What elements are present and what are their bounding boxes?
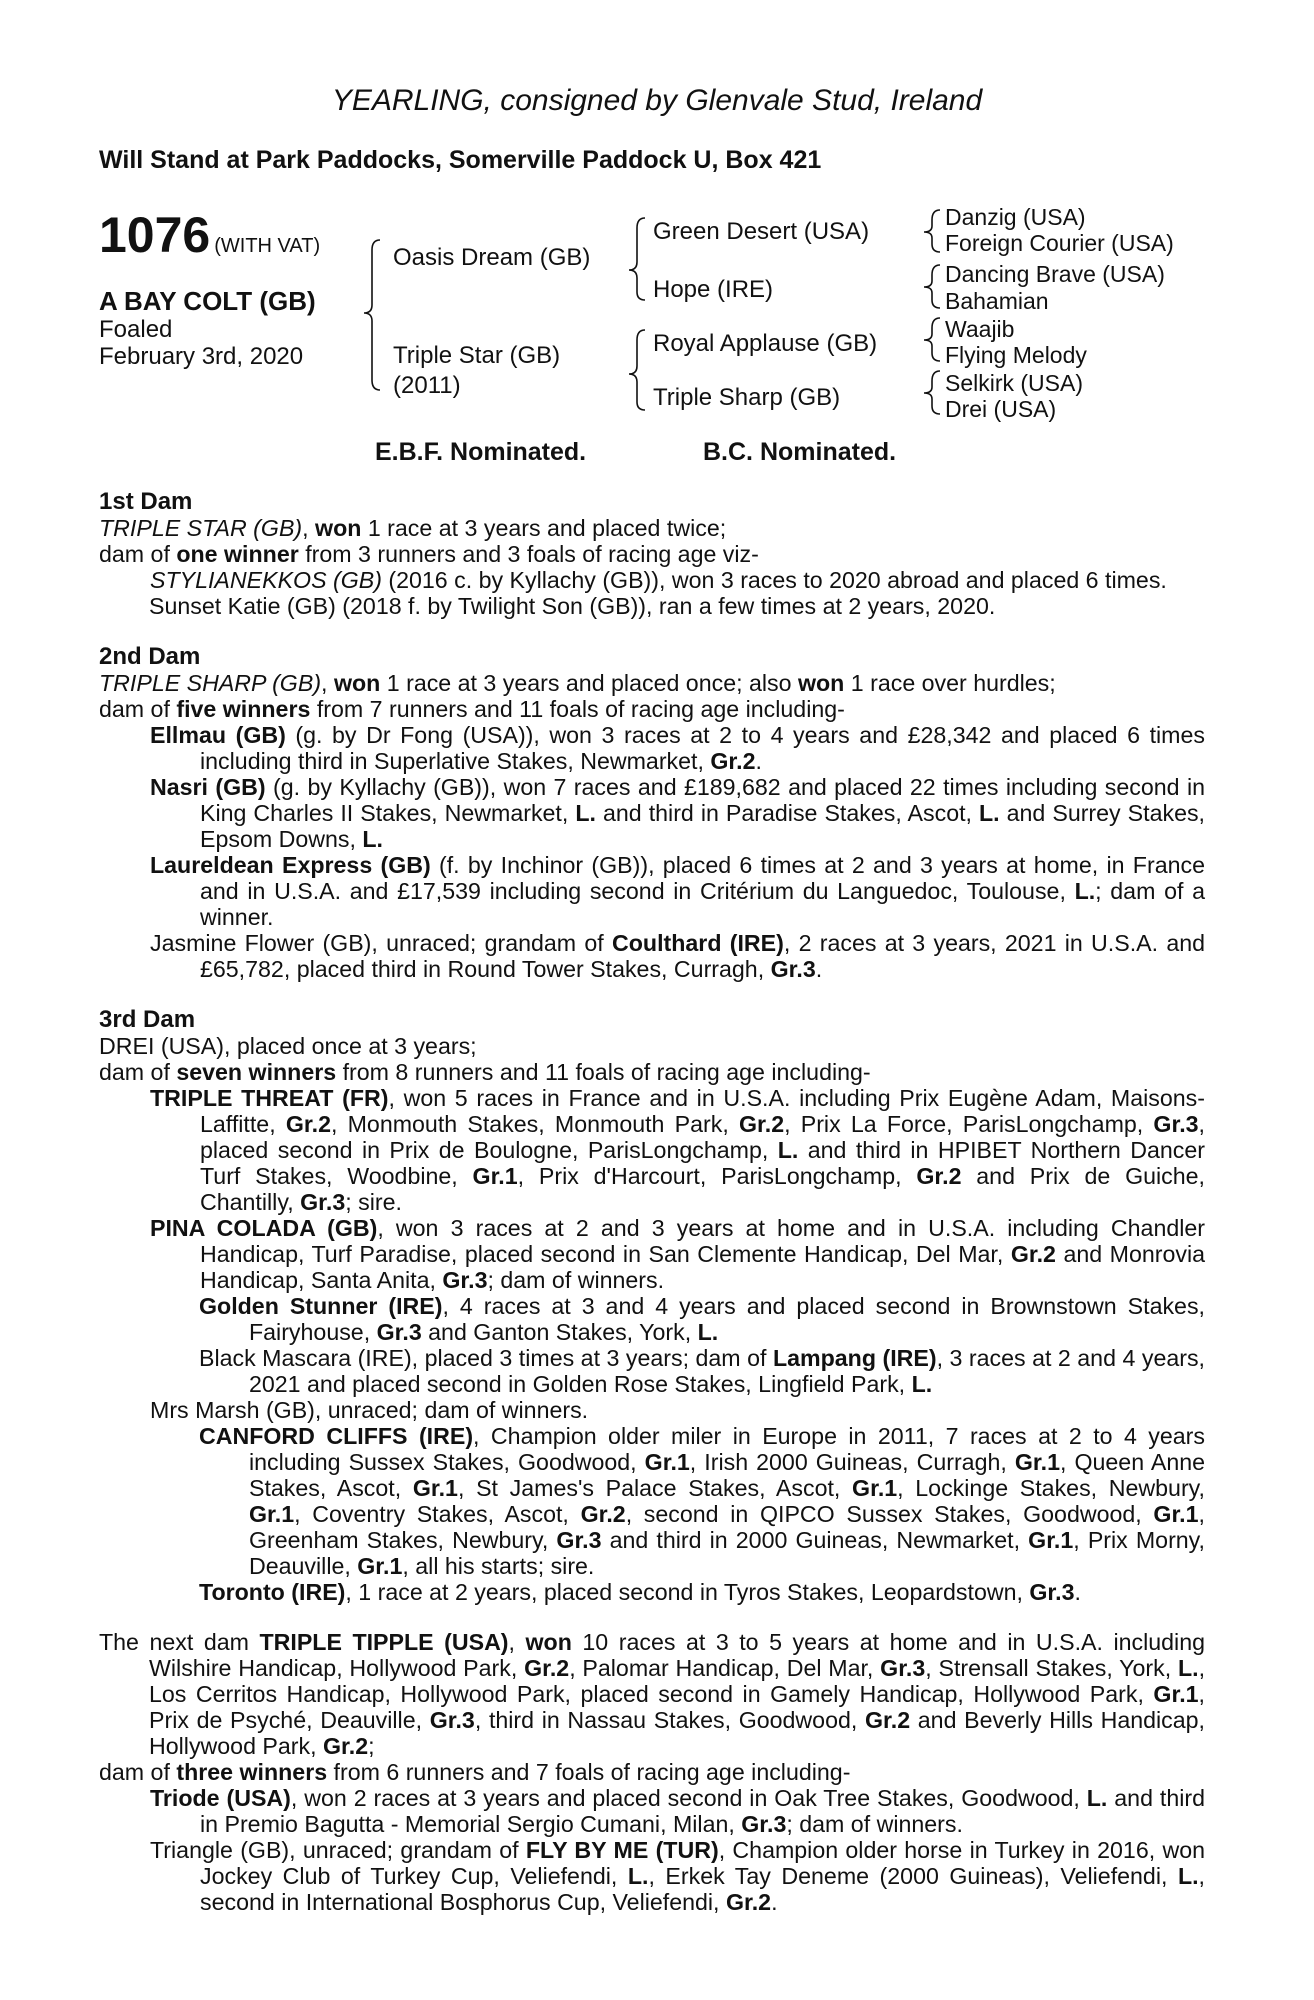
grade: L. xyxy=(1074,878,1096,904)
text: , xyxy=(321,670,334,696)
text: , Queen Anne Stakes, Ascot, xyxy=(249,1449,1206,1501)
text: dam of xyxy=(99,541,177,567)
grade: Gr.1 xyxy=(1028,1527,1074,1553)
text: , 1 race at 2 years, placed second in Tyros Stakes, Leopardstown, xyxy=(345,1579,1030,1605)
pedigree-g4-7: Selkirk (USA) xyxy=(945,370,1084,396)
grade: L. xyxy=(575,800,596,826)
bracket-g4-2 xyxy=(924,265,940,308)
grade: Gr.1 xyxy=(644,1449,690,1475)
next-dam-section xyxy=(99,1629,1205,1915)
pedigree-dam: Triple Star (GB) xyxy=(393,342,561,369)
text: 1 race at 3 years and placed once; also xyxy=(380,670,798,696)
grade: Gr.3 xyxy=(880,1655,926,1681)
progeny-name: Coulthard (IRE) xyxy=(612,930,784,956)
progeny-canford-cliffs xyxy=(99,1423,1205,1579)
text: (2016 c. by Kyllachy (GB)), won 3 races to 2020 abroad and placed 6 times. xyxy=(381,567,1167,593)
text: ; dam of winners. xyxy=(487,1267,665,1293)
text: ; dam of a winner. xyxy=(200,878,1205,930)
text: , Greenham Stakes, Newbury, xyxy=(249,1501,1205,1553)
won-text: won xyxy=(315,515,362,541)
progeny-name: PINA COLADA (GB) xyxy=(150,1215,378,1241)
text: , won 3 races at 2 and 3 years at home and in U.S.A. including Chandler Handicap, Turf Paradise, placed second in San Clemente Handicap, Del Mar, xyxy=(200,1215,1206,1267)
grade: Gr.1 xyxy=(357,1553,403,1579)
progeny-name: Nasri (GB) xyxy=(150,774,266,800)
bracket-g4-1 xyxy=(924,210,940,252)
pedigree-g4-8: Drei (USA) xyxy=(945,396,1057,422)
grade: Gr.1 xyxy=(1153,1501,1199,1527)
text: and Surrey Stakes, Epsom Downs, xyxy=(200,800,1206,852)
text: , second in International Bosphorus Cup, Veliefendi, xyxy=(200,1863,1205,1915)
text: . xyxy=(771,1889,778,1915)
text: from 6 runners and 7 foals of racing age including- xyxy=(327,1759,851,1785)
text: (f. by Inchinor (GB)), placed 6 times at 2 and 3 years at home, in France and in U.S.A. and £17,539 including second in Critérium du Languedoc, Toulouse, xyxy=(200,852,1205,904)
bracket-g4-4 xyxy=(924,371,940,414)
text: , Coventry Stakes, Ascot, xyxy=(294,1501,581,1527)
grade: Gr.1 xyxy=(472,1163,518,1189)
vat-note: (WITH VAT) xyxy=(214,235,321,257)
grade: L. xyxy=(777,1137,799,1163)
pedigree-sire-dam: Hope (IRE) xyxy=(653,276,774,303)
ebf-nominated: E.B.F. Nominated. xyxy=(375,438,587,466)
text: , Monmouth Stakes, Monmouth Park, xyxy=(330,1111,739,1137)
text: , 2 races at 3 years, 2021 in U.S.A. and £65,782, placed third in Round Tower Stakes, Curragh, xyxy=(200,930,1206,982)
progeny-laureldean-express xyxy=(99,852,1205,930)
text: Triangle (GB), unraced; grandam of xyxy=(150,1837,526,1863)
grade: Gr.2 xyxy=(864,1707,911,1733)
grade: Gr.3 xyxy=(1029,1579,1075,1605)
text: dam of xyxy=(99,1059,177,1085)
second-dam-section xyxy=(99,643,1205,982)
progeny-triangle xyxy=(99,1837,1205,1915)
progeny-jasmine-flower xyxy=(99,930,1205,982)
horse-description: A BAY COLT (GB) xyxy=(99,286,316,316)
grade: Gr.3 xyxy=(442,1267,488,1293)
progeny-toronto xyxy=(99,1579,1205,1605)
text: , 3 races at 2 and 4 years, 2021 and placed second in Golden Rose Stakes, Lingfield Park, xyxy=(249,1345,1205,1397)
text: and third in Premio Bagutta - Memorial Sergio Cumani, Milan, xyxy=(200,1785,1205,1837)
text: , Prix de Psyché, Deauville, xyxy=(149,1681,1205,1733)
grade: L. xyxy=(362,826,383,852)
text: , Prix d'Harcourt, ParisLongchamp, xyxy=(517,1163,917,1189)
text: , third in Nassau Stakes, Goodwood, xyxy=(474,1707,865,1733)
dam-name: TRIPLE TIPPLE (USA) xyxy=(259,1629,509,1655)
pedigree-g4-2: Foreign Courier (USA) xyxy=(945,230,1174,256)
pedigree-dam-dam: Triple Sharp (GB) xyxy=(653,384,841,411)
bracket-g4-3 xyxy=(924,318,940,361)
text: . xyxy=(815,956,823,982)
grade: Gr.3 xyxy=(741,1811,787,1837)
text: and Monrovia Handicap, Santa Anita, xyxy=(200,1241,1205,1293)
grade: Gr.2 xyxy=(322,1733,369,1759)
third-dam-record: DREI (USA), placed once at 3 years; xyxy=(99,1033,477,1059)
won-text: won xyxy=(797,670,845,696)
first-dam-section xyxy=(99,488,1205,619)
dam-name: TRIPLE STAR (GB) xyxy=(99,515,303,541)
text: from 7 runners and 11 foals of racing age including- xyxy=(310,696,845,722)
first-dam-heading: 1st Dam xyxy=(99,488,193,515)
grade: L. xyxy=(1177,1863,1199,1889)
bracket-gen1 xyxy=(364,240,380,390)
second-dam-produce xyxy=(99,696,1205,722)
pedigree-sire: Oasis Dream (GB) xyxy=(393,244,591,271)
second-dam-heading: 2nd Dam xyxy=(99,643,201,670)
pedigree-dam-sire: Royal Applause (GB) xyxy=(653,330,878,357)
text: , Lockinge Stakes, Newbury, xyxy=(897,1475,1205,1501)
consignment-line: YEARLING, consigned by Glenvale Stud, Ireland xyxy=(331,84,983,117)
text: and third in HPIBET Northern Dancer Turf Stakes, Woodbine, xyxy=(200,1137,1205,1189)
progeny-sunset-katie: Sunset Katie (GB) (2018 f. by Twilight Son (GB)), ran a few times at 2 years, 2020. xyxy=(149,593,996,619)
stand-location: Will Stand at Park Paddocks, Somerville Paddock U, Box 421 xyxy=(99,146,822,174)
grade: L. xyxy=(1177,1655,1199,1681)
grade: L. xyxy=(911,1371,933,1397)
grade: Gr.2 xyxy=(725,1889,772,1915)
progeny-name: TRIPLE THREAT (FR) xyxy=(150,1085,389,1111)
text: and Ganton Stakes, York, xyxy=(421,1319,698,1345)
text: dam of xyxy=(99,1759,177,1785)
text: , won 5 races in France and in U.S.A. including Prix Eugène Adam, Maisons-Laffitte, xyxy=(200,1085,1205,1137)
text: , Strensall Stakes, York, xyxy=(925,1655,1178,1681)
text: , Irish 2000 Guineas, Curragh, xyxy=(689,1449,1015,1475)
progeny-black-mascara xyxy=(99,1345,1205,1397)
progeny-name: Triode (USA) xyxy=(150,1785,291,1811)
pedigree-g4-5: Waajib xyxy=(945,316,1015,342)
progeny-name: Laureldean Express (GB) xyxy=(150,852,431,878)
pedigree-g4-4: Bahamian xyxy=(945,288,1049,314)
text: , Prix Morny, Deauville, xyxy=(249,1527,1205,1579)
winners-count: one winner xyxy=(176,541,299,567)
bracket-sire-gen2 xyxy=(629,218,645,300)
progeny-stylianekkos xyxy=(99,567,1205,593)
grade: Gr.2 xyxy=(524,1655,570,1681)
bc-nominated: B.C. Nominated. xyxy=(703,438,897,466)
text: ; sire. xyxy=(345,1189,402,1215)
progeny-name: Toronto (IRE) xyxy=(199,1579,346,1605)
progeny-name: FLY BY ME (TUR) xyxy=(525,1837,719,1863)
pedigree-g4-6: Flying Melody xyxy=(945,342,1087,368)
grade: Gr.3 xyxy=(300,1189,346,1215)
winners-count: five winners xyxy=(176,696,311,722)
text: , Champion older miler in Europe in 2011, 7 races at 2 to 4 years including Sussex Stakes, Goodwood, xyxy=(249,1423,1205,1475)
text: , St James's Palace Stakes, Ascot, xyxy=(457,1475,853,1501)
third-dam-section xyxy=(99,1006,1205,1605)
text: and third in Paradise Stakes, Ascot, xyxy=(595,800,979,826)
text: 1 race over hurdles; xyxy=(844,670,1056,696)
first-dam-produce xyxy=(99,541,1205,567)
lot-number: 1076 xyxy=(99,207,211,263)
text: (g. by Kyllachy (GB)), won 7 races and £189,682 and placed 22 times including second in King Charles II Stakes, Newmarket, xyxy=(200,774,1205,826)
text: , Palomar Handicap, Del Mar, xyxy=(569,1655,881,1681)
progeny-name: Golden Stunner (IRE) xyxy=(199,1293,443,1319)
first-dam-record xyxy=(99,515,1205,541)
text: . xyxy=(1074,1579,1081,1605)
grade: L. xyxy=(1086,1785,1108,1811)
text: , placed second in Prix de Boulogne, ParisLongchamp, xyxy=(200,1111,1205,1163)
grade: L. xyxy=(697,1319,719,1345)
third-dam-heading: 3rd Dam xyxy=(99,1006,196,1033)
won-text: won xyxy=(333,670,381,696)
text: Jasmine Flower (GB), unraced; grandam of xyxy=(150,930,612,956)
grade: Gr.3 xyxy=(376,1319,422,1345)
grade: Gr.1 xyxy=(249,1501,295,1527)
progeny-mrs-marsh: Mrs Marsh (GB), unraced; dam of winners. xyxy=(150,1397,589,1423)
grade: Gr.1 xyxy=(1014,1449,1060,1475)
text: Black Mascara (IRE), placed 3 times at 3 years; dam of xyxy=(199,1345,773,1371)
grade: Gr.2 xyxy=(1010,1241,1056,1267)
text: . xyxy=(755,748,762,774)
grade: L. xyxy=(627,1863,649,1889)
grade: Gr.3 xyxy=(1153,1111,1199,1137)
text: and third in 2000 Guineas, Newmarket, xyxy=(601,1527,1029,1553)
progeny-nasri xyxy=(99,774,1205,852)
progeny-ellmau xyxy=(99,722,1205,774)
pedigree-g4-3: Dancing Brave (USA) xyxy=(945,261,1165,287)
text: 10 races at 3 to 5 years at home and in U.S.A. including Wilshire Handicap, Hollywood Park, xyxy=(149,1629,1205,1681)
text: dam of xyxy=(99,696,177,722)
next-dam-produce xyxy=(99,1759,1205,1785)
text: and Beverly Hills Handicap, Hollywood Park, xyxy=(149,1707,1205,1759)
foaled-date: February 3rd, 2020 xyxy=(99,343,304,370)
text: , Los Cerritos Handicap, Hollywood Park, placed second in Gamely Handicap, Hollywood Park, xyxy=(149,1655,1206,1707)
text: The next dam xyxy=(99,1629,260,1655)
third-dam-produce xyxy=(99,1059,1205,1085)
text: ; dam of winners. xyxy=(786,1811,963,1837)
progeny-name: CANFORD CLIFFS (IRE) xyxy=(199,1423,474,1449)
progeny-name: Ellmau (GB) xyxy=(150,722,286,748)
text: , Champion older horse in Turkey in 2016, won Jockey Club of Turkey Cup, Veliefendi, xyxy=(200,1837,1205,1889)
grade: Gr.1 xyxy=(852,1475,898,1501)
text: , Prix La Force, ParisLongchamp, xyxy=(784,1111,1154,1137)
grade: Gr.1 xyxy=(412,1475,458,1501)
foaled-label: Foaled xyxy=(99,316,173,343)
text: from 3 runners and 3 foals of racing age viz- xyxy=(298,541,759,567)
text: from 8 runners and 11 foals of racing age including- xyxy=(336,1059,871,1085)
text: , won 2 races at 3 years and placed second in Oak Tree Stakes, Goodwood, xyxy=(290,1785,1087,1811)
grade: Gr.2 xyxy=(580,1501,626,1527)
text: (g. by Dr Fong (USA)), won 3 races at 2 to 4 years and £28,342 and placed 6 times including third in Superlative Stakes, Newmarket, xyxy=(200,722,1205,774)
catalogue-body xyxy=(99,488,1205,1915)
progeny-triple-threat xyxy=(99,1085,1205,1215)
text: , all his starts; sire. xyxy=(402,1553,595,1579)
text: , Erkek Tay Deneme (2000 Guineas), Veliefendi, xyxy=(648,1863,1178,1889)
won-text: won xyxy=(525,1629,572,1655)
progeny-name: Lampang (IRE) xyxy=(772,1345,937,1371)
next-dam-record xyxy=(99,1629,1205,1759)
grade: Gr.1 xyxy=(1153,1681,1199,1707)
grade: Gr.2 xyxy=(710,748,756,774)
bracket-dam-gen2 xyxy=(629,330,645,410)
text: , second in QIPCO Sussex Stakes, Goodwood, xyxy=(625,1501,1154,1527)
winners-count: three winners xyxy=(176,1759,328,1785)
progeny-name: STYLIANEKKOS (GB) xyxy=(150,567,382,593)
grade: Gr.3 xyxy=(429,1707,475,1733)
text: , 4 races at 3 and 4 years and placed second in Brownstown Stakes, Fairyhouse, xyxy=(249,1293,1205,1345)
text: ; xyxy=(368,1733,375,1759)
grade: Gr.3 xyxy=(556,1527,602,1553)
text: 1 race at 3 years and placed twice; xyxy=(361,515,727,541)
text: , xyxy=(302,515,316,541)
grade: Gr.2 xyxy=(285,1111,331,1137)
grade: Gr.3 xyxy=(770,956,816,982)
progeny-pina-colada xyxy=(99,1215,1205,1293)
second-dam-record xyxy=(99,670,1205,696)
progeny-golden-stunner xyxy=(99,1293,1205,1345)
text: and Prix de Guiche, Chantilly, xyxy=(200,1163,1205,1215)
progeny-triode xyxy=(99,1785,1205,1837)
pedigree-g4-1: Danzig (USA) xyxy=(945,204,1086,230)
pedigree-sire-sire: Green Desert (USA) xyxy=(653,218,870,245)
grade: L. xyxy=(979,800,1000,826)
grade: Gr.2 xyxy=(738,1111,785,1137)
text: , xyxy=(508,1629,526,1655)
grade: Gr.2 xyxy=(916,1163,962,1189)
winners-count: seven winners xyxy=(176,1059,337,1085)
pedigree-dam-year: (2011) xyxy=(393,372,461,399)
dam-name: TRIPLE SHARP (GB) xyxy=(99,670,322,696)
